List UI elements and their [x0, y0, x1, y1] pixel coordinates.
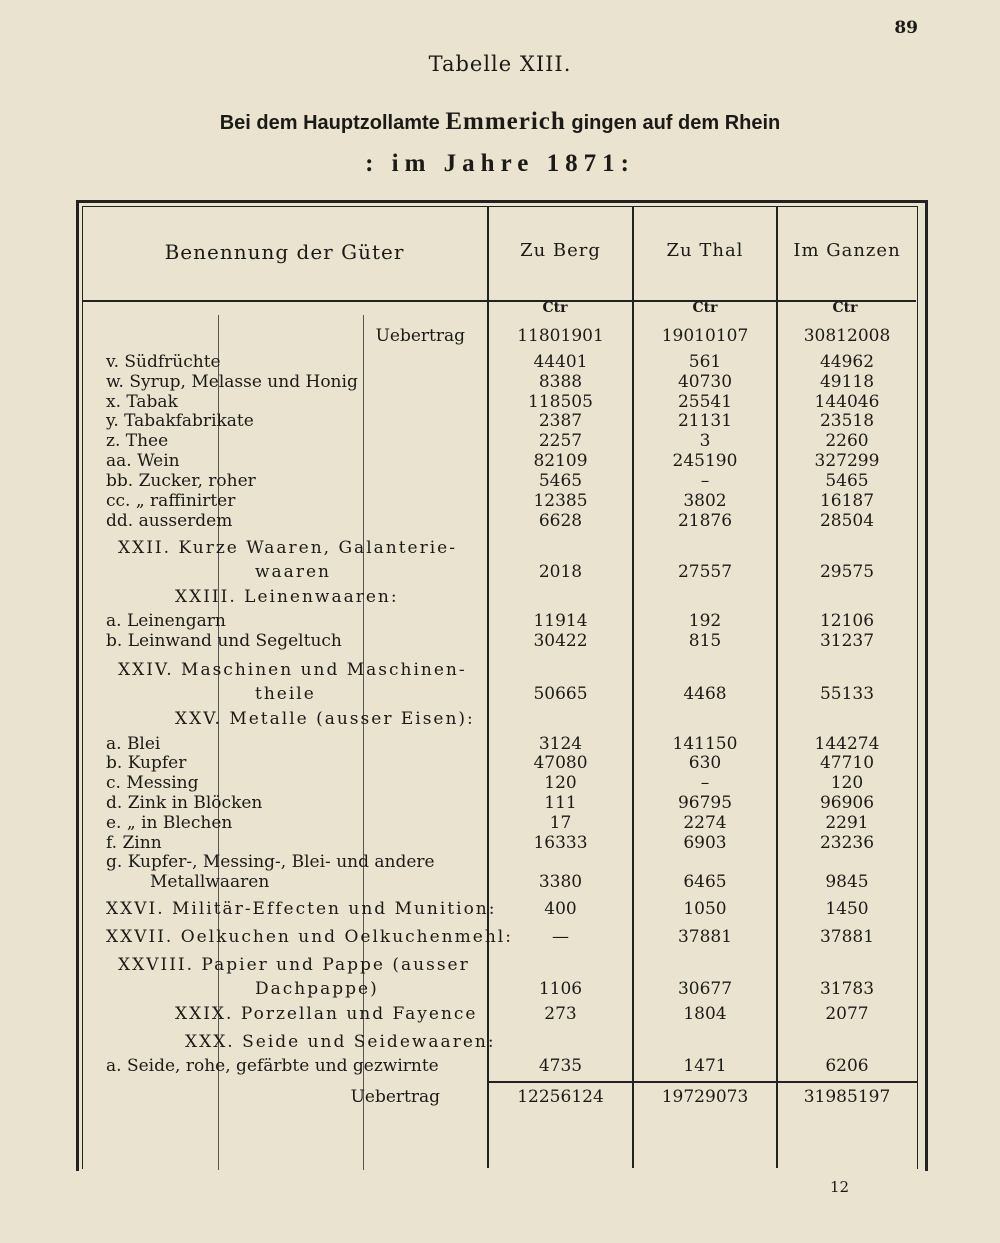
- row-value-ganzen: 12106: [819, 611, 875, 631]
- row-label: XXIX. Porzellan und Fayence: [175, 1004, 478, 1024]
- row-label-cont: waaren: [255, 562, 331, 582]
- row-value-thal: 192: [688, 611, 722, 631]
- row-label: XXIV. Maschinen und Maschinen-: [118, 660, 467, 680]
- row-value-berg: 8388: [538, 372, 583, 392]
- row-value-ganzen: 31237: [819, 631, 875, 651]
- carry-out-berg: 12256124: [517, 1087, 604, 1107]
- row-label: x. Tabak: [106, 392, 178, 412]
- carry-in-label: Uebertrag: [375, 326, 465, 346]
- row-label: a. Blei: [106, 734, 161, 754]
- row-value-berg: 82109: [533, 451, 588, 471]
- row-label: b. Leinwand und Segeltuch: [106, 631, 342, 651]
- row-value-berg: 47080: [533, 753, 588, 773]
- footer-number: 12: [830, 1178, 850, 1196]
- row-value-thal: 561: [688, 352, 722, 372]
- row-label-cont: Dachpappe): [255, 979, 379, 999]
- row-label: XXVII. Oelkuchen und Oelkuchenmehl:: [106, 927, 513, 947]
- row-value-berg: 16333: [533, 833, 588, 853]
- subtitle-place: Emmerich: [445, 108, 566, 135]
- row-value-ganzen: 37881: [819, 927, 875, 947]
- row-label: bb. Zucker, roher: [106, 471, 256, 491]
- row-value-thal: 96795: [677, 793, 733, 813]
- row-value-thal: –: [700, 773, 710, 793]
- header-goods: Benennung der Güter: [164, 240, 405, 264]
- carry-out-ganzen: 31985197: [803, 1087, 891, 1107]
- row-value-ganzen: 327299: [814, 451, 880, 471]
- unit-thal: Ctr: [692, 300, 718, 316]
- row-value-berg: 6628: [538, 511, 583, 531]
- row-value-ganzen: 120: [830, 773, 864, 793]
- row-value-berg: 4735: [538, 1056, 583, 1076]
- row-value-berg: 273: [544, 1004, 577, 1024]
- row-value-ganzen: 44962: [819, 352, 875, 372]
- row-value-thal: 4468: [683, 684, 727, 704]
- row-value-thal: 27557: [677, 562, 733, 582]
- row-value-thal: 30677: [677, 979, 733, 999]
- row-value-ganzen: 96906: [819, 793, 875, 813]
- row-value-berg: 400: [544, 899, 577, 919]
- row-value-berg: 2387: [538, 411, 583, 431]
- row-value-berg: 17: [549, 813, 572, 833]
- carry-in-berg: 11801901: [517, 326, 604, 346]
- carry-out-thal: 19729073: [661, 1087, 749, 1107]
- row-value-berg: 44401: [533, 352, 588, 372]
- unit-berg: Ctr: [542, 300, 568, 316]
- row-label: XXV. Metalle (ausser Eisen):: [175, 709, 475, 729]
- row-value-berg: 3380: [538, 872, 583, 892]
- subtitle: [0, 108, 1000, 136]
- row-value-berg: 1106: [538, 979, 583, 999]
- row-value-thal: –: [700, 471, 710, 491]
- row-value-thal: 3: [699, 431, 711, 451]
- row-label: a. Seide, rohe, gefärbte und gezwirnte: [106, 1056, 439, 1076]
- table-title: Tabelle XIII.: [428, 52, 572, 76]
- row-label: e. „ in Blechen: [106, 813, 233, 833]
- row-value-berg: —: [552, 927, 569, 947]
- row-value-thal: 1804: [683, 1004, 727, 1024]
- row-label: XXVIII. Papier und Pappe (ausser: [118, 955, 470, 975]
- row-value-berg: 50665: [533, 684, 588, 704]
- row-value-thal: 630: [688, 753, 722, 773]
- row-value-berg: 3124: [538, 734, 583, 754]
- row-value-ganzen: 6206: [825, 1056, 869, 1076]
- row-value-ganzen: 49118: [819, 372, 875, 392]
- row-value-berg: 2018: [538, 562, 583, 582]
- row-value-thal: 245190: [672, 451, 738, 471]
- row-label: v. Südfrüchte: [106, 352, 221, 372]
- row-value-ganzen: 23518: [819, 411, 875, 431]
- carry-in-ganzen: 30812008: [803, 326, 891, 346]
- row-label: c. Messing: [106, 773, 199, 793]
- row-value-berg: 11914: [533, 611, 588, 631]
- row-value-berg: 118505: [528, 392, 593, 412]
- row-label: aa. Wein: [106, 451, 180, 471]
- row-value-thal: 815: [688, 631, 722, 651]
- page-number: 89: [894, 18, 918, 38]
- header-zu-berg: Zu Berg: [520, 240, 601, 261]
- row-value-ganzen: 29575: [819, 562, 875, 582]
- row-value-thal: 40730: [677, 372, 733, 392]
- row-label: b. Kupfer: [106, 753, 187, 773]
- subtitle-pre: Bei dem Hauptzollamte: [219, 112, 440, 134]
- row-value-ganzen: 47710: [819, 753, 875, 773]
- row-label-cont: theile: [255, 684, 316, 704]
- row-value-thal: 2274: [683, 813, 727, 833]
- row-label: d. Zink in Blöcken: [106, 793, 263, 813]
- row-label: XXII. Kurze Waaren, Galanterie-: [118, 538, 457, 558]
- row-value-ganzen: 9845: [825, 872, 869, 892]
- row-value-berg: 2257: [538, 431, 583, 451]
- row-value-thal: 1050: [683, 899, 727, 919]
- row-value-thal: 25541: [677, 392, 733, 412]
- row-label: XXIII. Leinenwaaren:: [175, 587, 399, 607]
- total-rule: [487, 1081, 917, 1083]
- row-value-berg: 111: [544, 793, 577, 813]
- row-value-ganzen: 55133: [819, 684, 875, 704]
- row-value-ganzen: 16187: [819, 491, 875, 511]
- subtitle-year: : im Jahre 1871:: [365, 150, 635, 177]
- row-value-ganzen: 23236: [819, 833, 875, 853]
- row-label: a. Leinengarn: [106, 611, 226, 631]
- row-value-berg: 12385: [533, 491, 588, 511]
- row-value-thal: 3802: [683, 491, 727, 511]
- row-label: XXVI. Militär-Effecten und Munition:: [106, 899, 497, 919]
- row-value-ganzen: 28504: [819, 511, 875, 531]
- row-label-cont: Metallwaaren: [150, 872, 270, 892]
- row-value-thal: 6465: [683, 872, 727, 892]
- row-label: y. Tabakfabrikate: [106, 411, 254, 431]
- carry-in-thal: 19010107: [661, 326, 749, 346]
- row-value-ganzen: 144046: [814, 392, 880, 412]
- row-value-thal: 21131: [677, 411, 733, 431]
- row-label: f. Zinn: [106, 833, 162, 853]
- row-label: XXX. Seide und Seidewaaren:: [185, 1032, 496, 1052]
- row-value-berg: 5465: [538, 471, 583, 491]
- row-label: cc. „ raffinirter: [106, 491, 236, 511]
- row-label: g. Kupfer-, Messing-, Blei- und andere: [106, 852, 435, 872]
- row-value-ganzen: 2260: [825, 431, 869, 451]
- row-label: z. Thee: [106, 431, 169, 451]
- row-value-berg: 30422: [533, 631, 588, 651]
- header-divider: [82, 300, 916, 302]
- row-value-ganzen: 2077: [825, 1004, 869, 1024]
- row-value-thal: 141150: [672, 734, 738, 754]
- row-value-ganzen: 144274: [814, 734, 880, 754]
- row-value-thal: 6903: [683, 833, 727, 853]
- row-value-ganzen: 2291: [825, 813, 869, 833]
- row-value-thal: 21876: [677, 511, 733, 531]
- row-value-ganzen: 31783: [819, 979, 875, 999]
- row-value-ganzen: 1450: [825, 899, 869, 919]
- row-label: w. Syrup, Melasse und Honig: [106, 372, 358, 392]
- row-value-ganzen: 5465: [825, 471, 869, 491]
- header-zu-thal: Zu Thal: [666, 240, 744, 261]
- row-value-thal: 1471: [683, 1056, 727, 1076]
- subtitle-post: gingen auf dem Rhein: [571, 112, 781, 134]
- row-label: dd. ausserdem: [106, 511, 233, 531]
- row-value-berg: 120: [544, 773, 577, 793]
- unit-ganzen: Ctr: [832, 300, 858, 316]
- header-im-ganzen: Im Ganzen: [793, 240, 901, 261]
- row-value-thal: 37881: [677, 927, 733, 947]
- carry-out-label: Uebertrag: [350, 1087, 440, 1107]
